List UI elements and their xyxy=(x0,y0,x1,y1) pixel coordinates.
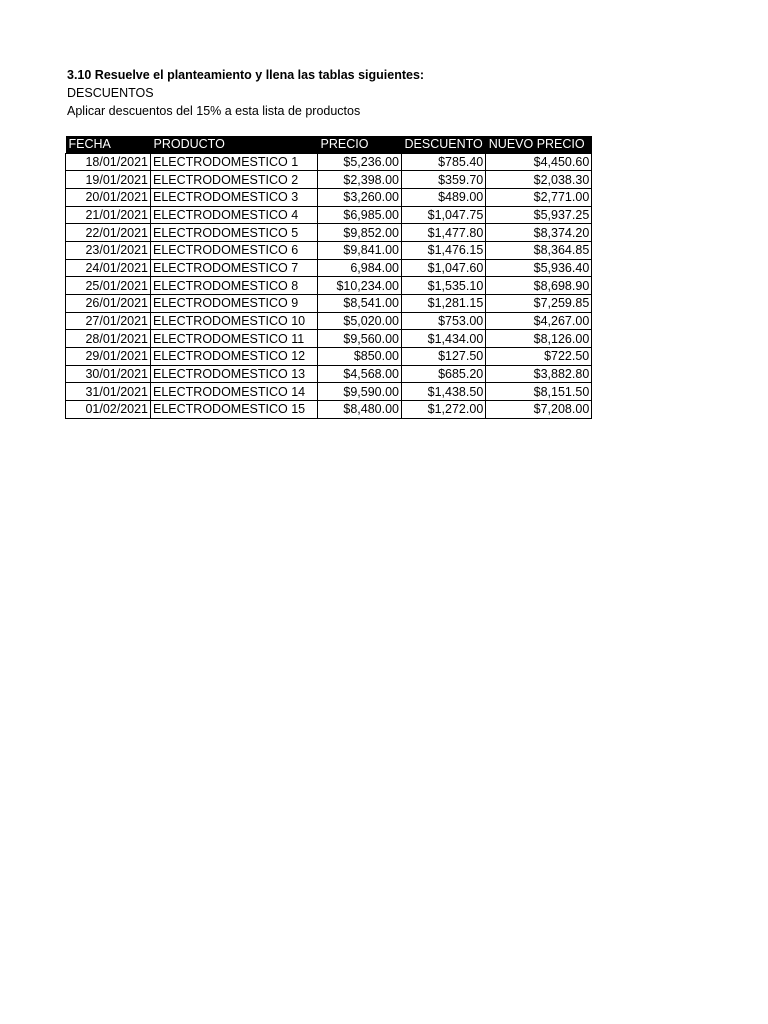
cell-fecha: 26/01/2021 xyxy=(66,295,151,313)
cell-precio: $9,560.00 xyxy=(318,330,402,348)
cell-fecha: 19/01/2021 xyxy=(66,171,151,189)
cell-nuevo-precio: $5,936.40 xyxy=(486,259,592,277)
cell-nuevo-precio: $7,259.85 xyxy=(486,295,592,313)
cell-precio: $9,852.00 xyxy=(318,224,402,242)
header-nuevo-precio: NUEVO PRECIO xyxy=(486,136,592,153)
cell-nuevo-precio: $4,450.60 xyxy=(486,153,592,171)
cell-producto: ELECTRODOMESTICO 2 xyxy=(151,171,318,189)
cell-nuevo-precio: $3,882.80 xyxy=(486,365,592,383)
cell-precio: 6,984.00 xyxy=(318,259,402,277)
table-row xyxy=(66,312,592,330)
cell-fecha: 24/01/2021 xyxy=(66,259,151,277)
cell-nuevo-precio: $8,374.20 xyxy=(486,224,592,242)
cell-producto: ELECTRODOMESTICO 5 xyxy=(151,224,318,242)
cell-fecha: 25/01/2021 xyxy=(66,277,151,295)
cell-nuevo-precio: $8,151.50 xyxy=(486,383,592,401)
cell-fecha: 20/01/2021 xyxy=(66,188,151,206)
table-row xyxy=(66,188,592,206)
cell-fecha: 18/01/2021 xyxy=(66,153,151,171)
cell-fecha: 23/01/2021 xyxy=(66,241,151,259)
cell-precio: $5,236.00 xyxy=(318,153,402,171)
cell-fecha: 29/01/2021 xyxy=(66,348,151,366)
table-row xyxy=(66,330,592,348)
cell-precio: $5,020.00 xyxy=(318,312,402,330)
cell-nuevo-precio: $4,267.00 xyxy=(486,312,592,330)
cell-descuento: $1,535.10 xyxy=(402,277,486,295)
cell-producto: ELECTRODOMESTICO 9 xyxy=(151,295,318,313)
cell-descuento: $1,434.00 xyxy=(402,330,486,348)
table-row xyxy=(66,241,592,259)
cell-producto: ELECTRODOMESTICO 12 xyxy=(151,348,318,366)
cell-producto: ELECTRODOMESTICO 8 xyxy=(151,277,318,295)
cell-descuento: $1,477.80 xyxy=(402,224,486,242)
cell-precio: $6,985.00 xyxy=(318,206,402,224)
cell-fecha: 22/01/2021 xyxy=(66,224,151,242)
cell-precio: $850.00 xyxy=(318,348,402,366)
cell-producto: ELECTRODOMESTICO 15 xyxy=(151,401,318,419)
table-row xyxy=(66,224,592,242)
cell-producto: ELECTRODOMESTICO 4 xyxy=(151,206,318,224)
cell-descuento: $1,281.15 xyxy=(402,295,486,313)
cell-fecha: 28/01/2021 xyxy=(66,330,151,348)
cell-nuevo-precio: $5,937.25 xyxy=(486,206,592,224)
cell-nuevo-precio: $8,364.85 xyxy=(486,241,592,259)
table-header-row xyxy=(66,136,592,153)
cell-descuento: $1,047.60 xyxy=(402,259,486,277)
cell-producto: ELECTRODOMESTICO 11 xyxy=(151,330,318,348)
cell-descuento: $753.00 xyxy=(402,312,486,330)
header-descuento: DESCUENTO xyxy=(402,136,486,153)
cell-producto: ELECTRODOMESTICO 14 xyxy=(151,383,318,401)
cell-precio: $3,260.00 xyxy=(318,188,402,206)
cell-fecha: 21/01/2021 xyxy=(66,206,151,224)
cell-producto: ELECTRODOMESTICO 1 xyxy=(151,153,318,171)
cell-producto: ELECTRODOMESTICO 6 xyxy=(151,241,318,259)
cell-nuevo-precio: $7,208.00 xyxy=(486,401,592,419)
cell-producto: ELECTRODOMESTICO 3 xyxy=(151,188,318,206)
cell-descuento: $1,047.75 xyxy=(402,206,486,224)
cell-precio: $2,398.00 xyxy=(318,171,402,189)
cell-fecha: 01/02/2021 xyxy=(66,401,151,419)
table-row xyxy=(66,365,592,383)
cell-nuevo-precio: $722.50 xyxy=(486,348,592,366)
table-row xyxy=(66,348,592,366)
cell-precio: $8,541.00 xyxy=(318,295,402,313)
table-row xyxy=(66,153,592,171)
cell-nuevo-precio: $2,771.00 xyxy=(486,188,592,206)
cell-fecha: 31/01/2021 xyxy=(66,383,151,401)
cell-nuevo-precio: $8,126.00 xyxy=(486,330,592,348)
cell-producto: ELECTRODOMESTICO 10 xyxy=(151,312,318,330)
cell-producto: ELECTRODOMESTICO 13 xyxy=(151,365,318,383)
cell-nuevo-precio: $8,698.90 xyxy=(486,277,592,295)
cell-descuento: $127.50 xyxy=(402,348,486,366)
discount-table xyxy=(65,136,592,419)
cell-precio: $8,480.00 xyxy=(318,401,402,419)
cell-descuento: $489.00 xyxy=(402,188,486,206)
cell-descuento: $1,476.15 xyxy=(402,241,486,259)
cell-fecha: 27/01/2021 xyxy=(66,312,151,330)
cell-descuento: $685.20 xyxy=(402,365,486,383)
table-row xyxy=(66,206,592,224)
table-row xyxy=(66,383,592,401)
cell-descuento: $359.70 xyxy=(402,171,486,189)
cell-fecha: 30/01/2021 xyxy=(66,365,151,383)
cell-producto: ELECTRODOMESTICO 7 xyxy=(151,259,318,277)
header-fecha: FECHA xyxy=(66,136,151,153)
cell-precio: $10,234.00 xyxy=(318,277,402,295)
table-body xyxy=(66,153,592,418)
table-row xyxy=(66,295,592,313)
cell-precio: $9,841.00 xyxy=(318,241,402,259)
cell-descuento: $1,438.50 xyxy=(402,383,486,401)
table-row xyxy=(66,277,592,295)
table-row xyxy=(66,259,592,277)
table-row xyxy=(66,401,592,419)
discount-table-wrapper xyxy=(65,136,592,419)
table-row xyxy=(66,171,592,189)
cell-nuevo-precio: $2,038.30 xyxy=(486,171,592,189)
cell-precio: $9,590.00 xyxy=(318,383,402,401)
header-precio: PRECIO xyxy=(318,136,402,153)
exercise-title: 3.10 Resuelve el planteamiento y llena las tablas siguientes: xyxy=(67,68,425,82)
instruction-text: Aplicar descuentos del 15% a esta lista de productos xyxy=(67,104,361,118)
section-label: DESCUENTOS xyxy=(67,86,154,100)
cell-descuento: $785.40 xyxy=(402,153,486,171)
cell-descuento: $1,272.00 xyxy=(402,401,486,419)
cell-precio: $4,568.00 xyxy=(318,365,402,383)
header-producto: PRODUCTO xyxy=(151,136,318,153)
heading-block xyxy=(67,66,424,120)
